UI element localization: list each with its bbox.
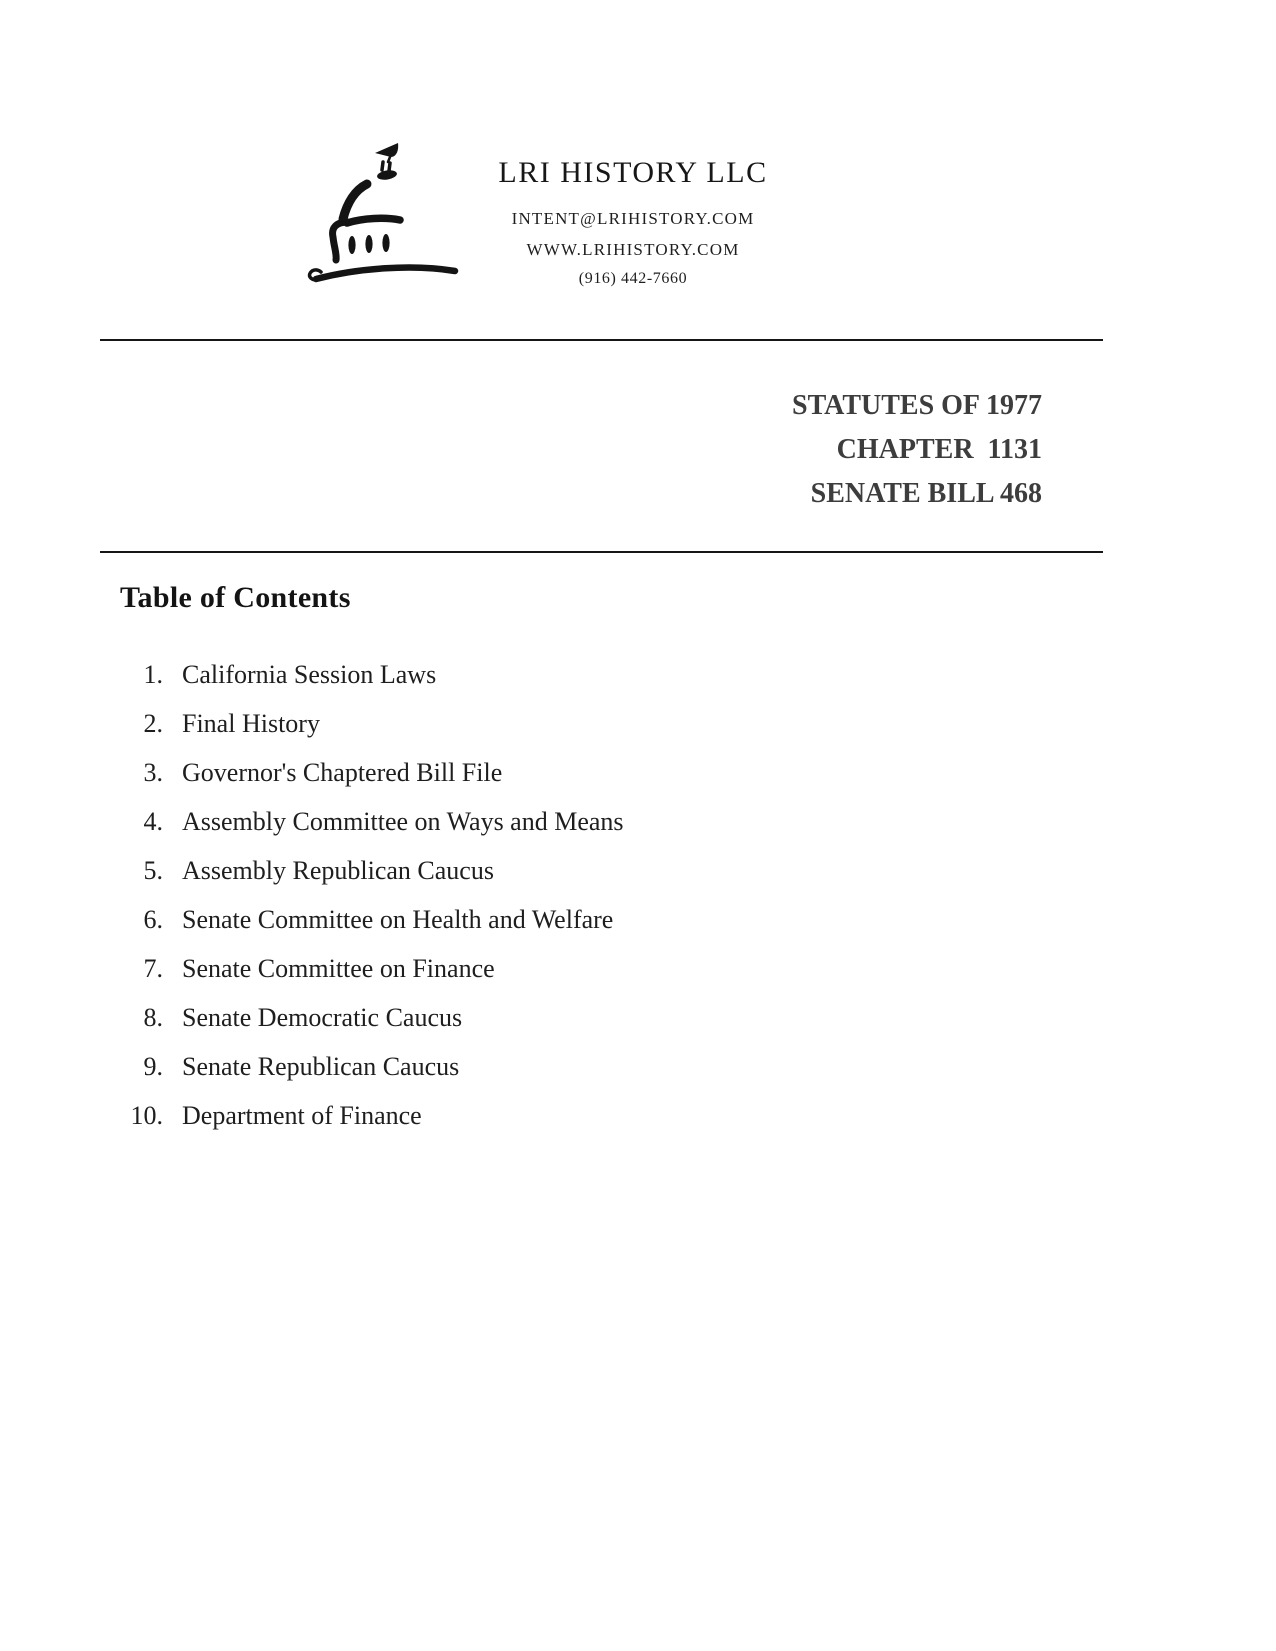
toc-item-label: Senate Committee on Finance [182,954,495,983]
toc-item-label: Department of Finance [182,1101,422,1130]
horizontal-rule-top [100,339,1103,341]
senate-bill-line: SENATE BILL 468 [810,478,1042,509]
toc-item [100,895,1000,944]
document-title-block [542,384,1042,516]
toc-item [100,1042,1000,1091]
capitol-dome-logo-icon [303,136,461,290]
toc-item-number: 8. [143,1003,163,1032]
toc-item-number: 6. [143,905,163,934]
toc-item-number: 4. [143,807,163,836]
toc-item-number: 10. [130,1101,163,1130]
toc-item-number: 3. [143,758,163,787]
toc-item-label: California Session Laws [182,660,437,689]
toc-item-number: 7. [143,954,163,983]
horizontal-rule-bottom [100,551,1103,553]
toc-item [100,944,1000,993]
statutes-line: STATUTES OF 1977 [792,390,1042,421]
toc-item-number: 1. [143,660,163,689]
toc-item [100,993,1000,1042]
toc-item [100,1091,1000,1140]
company-email: INTENT@LRIHISTORY.COM [511,209,755,228]
toc-item [100,846,1000,895]
toc-item [100,699,1000,748]
toc-item-label: Assembly Republican Caucus [182,856,494,885]
company-website: WWW.LRIHISTORY.COM [526,240,740,259]
toc-heading: Table of Contents [120,581,351,614]
chapter-line: CHAPTER 1131 [836,434,1042,465]
company-phone: (916) 442-7660 [578,270,688,287]
toc-item [100,650,1000,699]
toc-item [100,748,1000,797]
letterhead [453,156,813,288]
toc-item-number: 2. [143,709,163,738]
toc-item [100,797,1000,846]
toc-item-label: Governor's Chaptered Bill File [182,758,503,787]
toc-item-label: Final History [182,709,320,738]
toc-item-label: Assembly Committee on Ways and Means [182,807,624,836]
toc-item-label: Senate Democratic Caucus [182,1003,463,1032]
toc-item-number: 5. [143,856,163,885]
toc-item-label: Senate Republican Caucus [182,1052,460,1081]
company-name: LRI HISTORY LLC [498,156,768,189]
toc-item-label: Senate Committee on Health and Welfare [182,905,614,934]
toc-item-number: 9. [143,1052,163,1081]
toc-list [100,650,1000,1140]
